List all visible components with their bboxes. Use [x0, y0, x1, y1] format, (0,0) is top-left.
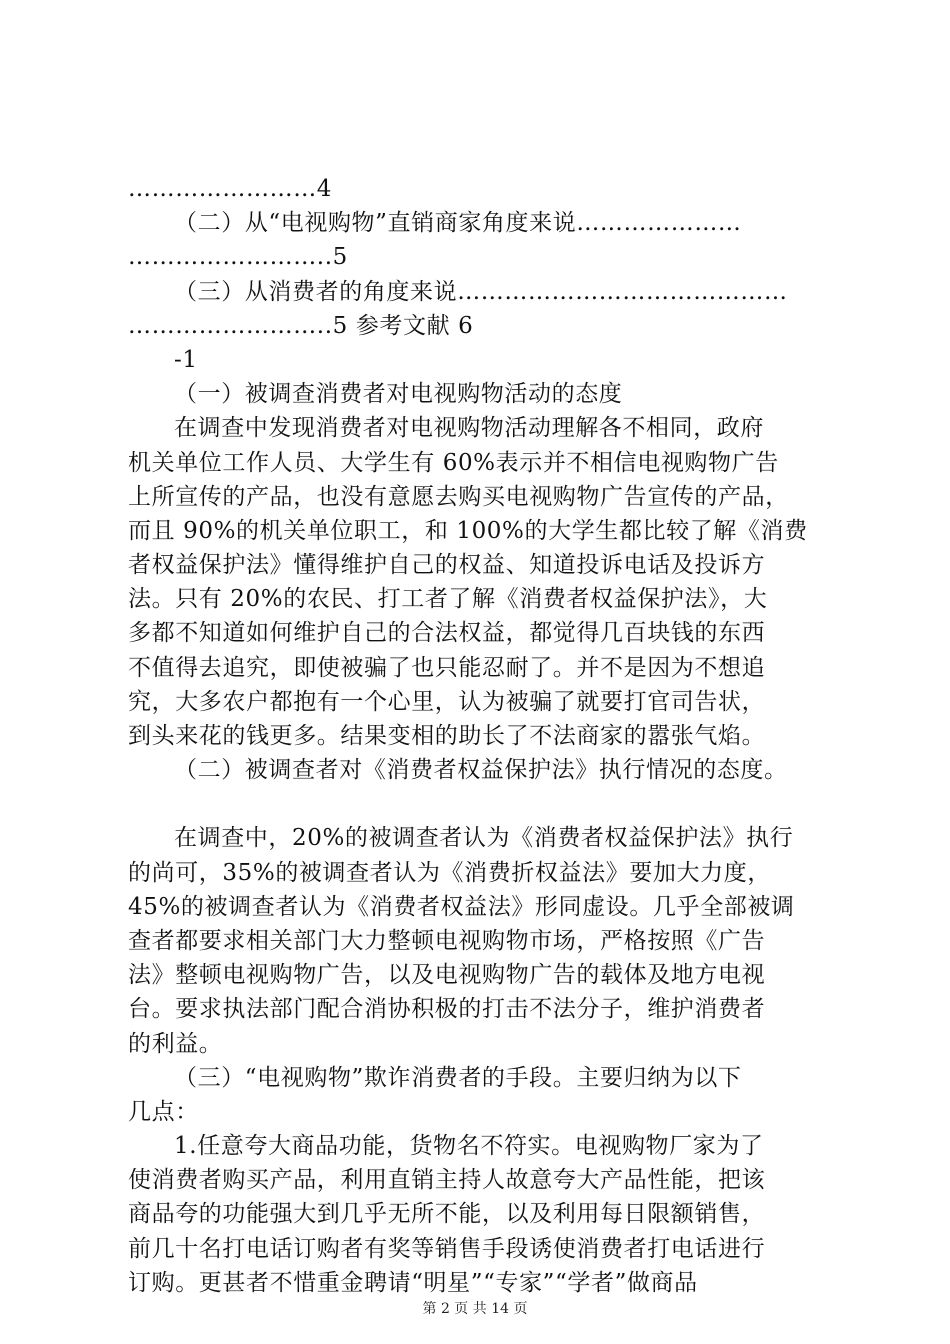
text-line: 上所宣传的产品，也没有意愿去购买电视购物广告宣传的产品，: [128, 483, 789, 510]
text-line: 的利益。: [128, 1030, 223, 1057]
text-line: 到头来花的钱更多。结果变相的助长了不法商家的嚣张气焰。: [128, 723, 766, 749]
text-line: 台。要求执法部门配合消协积极的打击不法分子，维护消费者: [128, 996, 766, 1023]
text-line: 不值得去追究，即使被骗了也只能忍耐了。并不是因为不想追: [128, 654, 766, 681]
text-line: 1.任意夸大商品功能，货物名不符实。电视购物厂家为了: [174, 1133, 764, 1160]
blank-line: [128, 787, 832, 821]
text-line: （三）从消费者的角度来说……………………………………: [174, 278, 788, 305]
text-line: 使消费者购买产品，利用直销主持人故意夸大产品性能，把该: [128, 1167, 766, 1194]
text-line: 法。只有 20%的农民、打工者了解《消费者权益保护法》，大: [128, 586, 768, 613]
text-line: 究，大多农户都抱有一个心里，认为被骗了就要打官司告状，: [128, 688, 766, 715]
text-line: ……………………4: [128, 176, 333, 202]
text-line: （一）被调查消费者对电视购物活动的态度: [174, 381, 623, 408]
text-line: 查者都要求相关部门大力整顿电视购物市场，严格按照《广告: [128, 927, 766, 954]
text-line: ……………………..5 参考文献 6: [128, 312, 474, 339]
text-line: 45%的被调查者认为《消费者权益法》形同虚设。几乎全部被调: [128, 893, 795, 920]
text-line: -1: [174, 346, 198, 373]
text-line: 机关单位工作人员、大学生有 60%表示并不相信电视购物广告: [128, 449, 779, 476]
text-line: 而且 90%的机关单位职工，和 100%的大学生都比较了解《消费: [128, 517, 808, 544]
text-line: 前几十名打电话订购者有奖等销售手段诱使消费者打电话进行: [128, 1235, 766, 1262]
text-line: （二）从“电视购物”直销商家角度来说…………………: [174, 210, 742, 237]
text-line: 在调查中发现消费者对电视购物活动理解各不相同，政府: [174, 415, 764, 442]
text-line: 订购。更甚者不惜重金聘请“明星”“专家”“学者”做商品: [128, 1269, 698, 1296]
text-line: （三）“电视购物”欺诈消费者的手段。主要归纳为以下: [174, 1064, 742, 1091]
text-line: 者权益保护法》懂得维护自己的权益、知道投诉电话及投诉方: [128, 552, 766, 579]
text-line: 商品夸的功能强大到几乎无所不能，以及利用每日限额销售，: [128, 1201, 766, 1228]
text-line: 多都不知道如何维护自己的合法权益，都觉得几百块钱的东西: [128, 620, 766, 647]
page-footer: 第 2 页 共 14 页: [422, 1301, 528, 1317]
text-line: ……………………..5: [128, 244, 348, 271]
text-line: 在调查中，20%的被调查者认为《消费者权益保护法》执行: [174, 825, 794, 852]
text-line: 几点：: [128, 1098, 199, 1125]
text-line: 的尚可，35%的被调查者认为《消费折权益法》要加大力度，: [128, 859, 771, 886]
text-line: （二）被调查者对《消费者权益保护法》执行情况的态度。: [174, 757, 788, 784]
text-line: 法》整顿电视购物广告，以及电视购物广告的载体及地方电视: [128, 962, 766, 989]
document-body: [128, 172, 832, 1300]
